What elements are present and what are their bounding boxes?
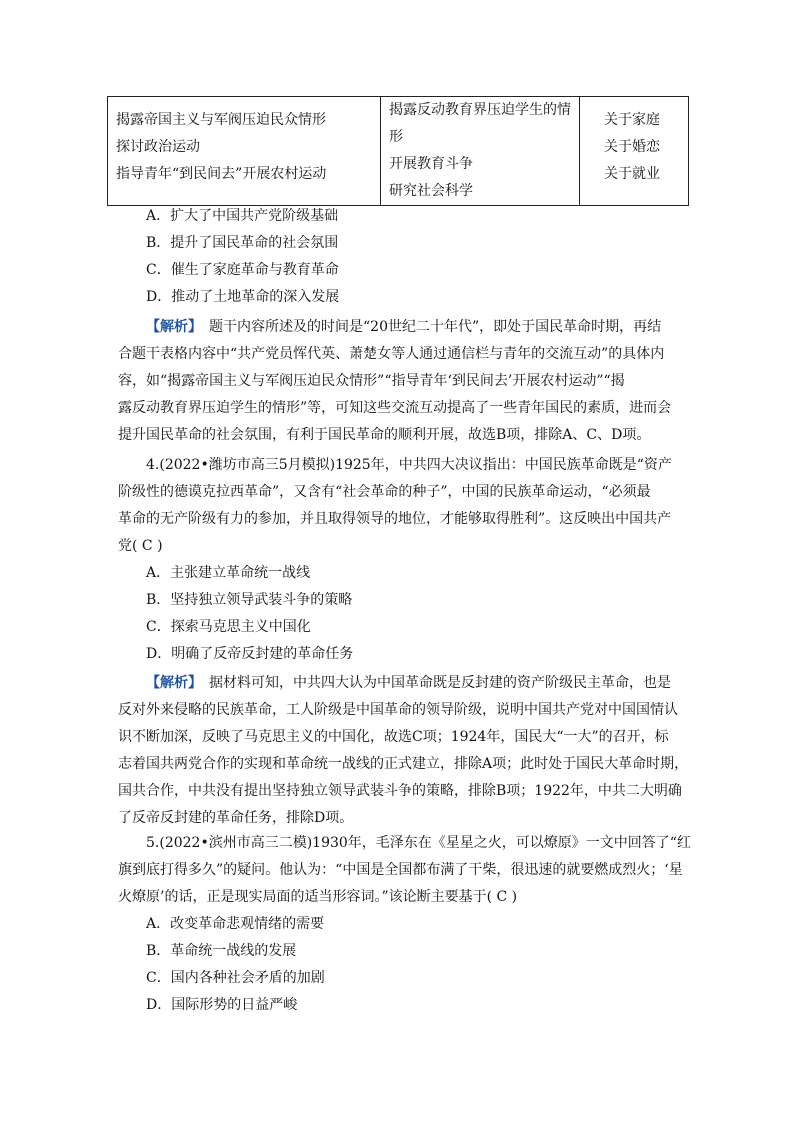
table-cell-education [381, 97, 580, 206]
q3-analysis-line: 提升国民革命的社会氛围，有利于国民革命的顺利开展，故选B项，排除A、C、D项。 [118, 427, 651, 443]
q3-analysis-line: 【解析】 题干内容所述及的时间是“20世纪二十年代”，即处于国民革命时期，再结 [146, 319, 662, 335]
q3-analysis-line: 合题干表格内容中“共产党员恽代英、萧楚女等人通过通信栏与青年的交流互动”的具体内 [118, 346, 665, 362]
table-line: 探讨政治运动 [116, 139, 200, 155]
table-line: 关于婚恋 [604, 139, 660, 155]
table-line: 揭露帝国主义与军阀压迫民众情形 [116, 112, 326, 128]
q3-option-d: D．推动了土地革命的深入发展 [146, 289, 340, 305]
q4-analysis-line: 识不断加深，反映了马克思主义的中国化，故选C项；1924年，国民大“一大”的召开，标 [118, 729, 669, 745]
q5-option-c: C．国内各种社会矛盾的加剧 [146, 970, 325, 986]
theme-table [107, 96, 689, 206]
q5-option-d: D．国际形势的日益严峻 [146, 997, 298, 1013]
q4-analysis-line: 国共合作，中共没有提出坚持独立领导武装斗争的策略，排除B项；1922年，中共二大明确 [118, 783, 682, 799]
q4-option-d: D．明确了反帝反封建的革命任务 [146, 646, 354, 662]
q5-stem-line: 旗到底打得多久”的疑问。他认为：“中国是全国都布满了干柴，很迅速的就要燃成烈火；‘星 [118, 862, 683, 878]
q4-option-a: A．主张建立革命统一战线 [146, 565, 311, 581]
q4-analysis-line: 了反帝反封建的革命任务，排除D项。 [118, 810, 354, 826]
table-line: 研究社会科学 [389, 183, 473, 199]
q3-option-a: A．扩大了中国共产党阶级基础 [146, 208, 339, 224]
table-line: 开展教育斗争 [389, 156, 473, 172]
q5-stem-line: 火燎原’的话，正是现实局面的适当形容词。”该论断主要基于( C ) [118, 889, 518, 905]
q5-option-a: A．改变革命悲观情绪的需要 [146, 916, 325, 932]
q5-stem-line: 5.(2022•滨州市高三二模)1930年，毛泽东在《星星之火，可以燎原》一文中回答了“红 [146, 835, 691, 851]
table-cell-political [108, 97, 381, 206]
q5-option-b: B．革命统一战线的发展 [146, 943, 297, 959]
q4-stem-line: 4.(2022•潍坊市高三5月模拟)1925年，中共四大决议指出：中国民族革命既是“资产 [146, 457, 672, 473]
q4-option-b: B．坚持独立领导武装斗争的策略 [146, 592, 353, 608]
q4-stem-line: 革命的无产阶级有力的参加，并且取得领导的地位，才能够取得胜利”。这反映出中国共产 [118, 511, 672, 527]
q3-option-b: B．提升了国民革命的社会氛围 [146, 235, 339, 251]
analysis-tag: 【解析】 [146, 319, 195, 335]
q4-stem-line: 党( C ) [118, 538, 163, 554]
q4-analysis-line: 【解析】 据材料可知，中共四大认为中国革命既是反封建的资产阶级民主革命，也是 [146, 675, 671, 691]
q4-analysis-line: 反对外来侵略的民族革命，工人阶级是中国革命的领导阶级，说明中国共产党对中国国情认 [118, 702, 678, 718]
table-line: 形 [389, 129, 403, 145]
table-line: 指导青年“到民间去”开展农村运动 [116, 166, 327, 182]
table-line: 揭露反动教育界压迫学生的情 [389, 102, 571, 118]
table-line: 关于家庭 [604, 112, 660, 128]
q4-stem-line: 阶级性的德谟克拉西革命”，又含有“社会革命的种子”，中国的民族革命运动，“必须最 [118, 484, 651, 500]
q3-option-c: C．催生了家庭革命与教育革命 [146, 262, 339, 278]
q4-option-c: C．探索马克思主义中国化 [146, 619, 311, 635]
table-cell-life [580, 97, 689, 206]
q3-analysis-line: 露反动教育界压迫学生的情形”等，可知这些交流互动提高了一些青年国民的素质，进而会 [118, 400, 672, 416]
q4-analysis-line: 志着国共两党合作的实现和革命统一战线的正式建立，排除A项；此时处于国民大革命时期， [118, 756, 689, 772]
table-line: 关于就业 [604, 166, 660, 182]
q3-analysis-line: 容，如“揭露帝国主义与军阀压迫民众情形”“指导青年‘到民间去’开展农村运动”“揭 [118, 373, 625, 389]
analysis-tag: 【解析】 [146, 675, 195, 691]
